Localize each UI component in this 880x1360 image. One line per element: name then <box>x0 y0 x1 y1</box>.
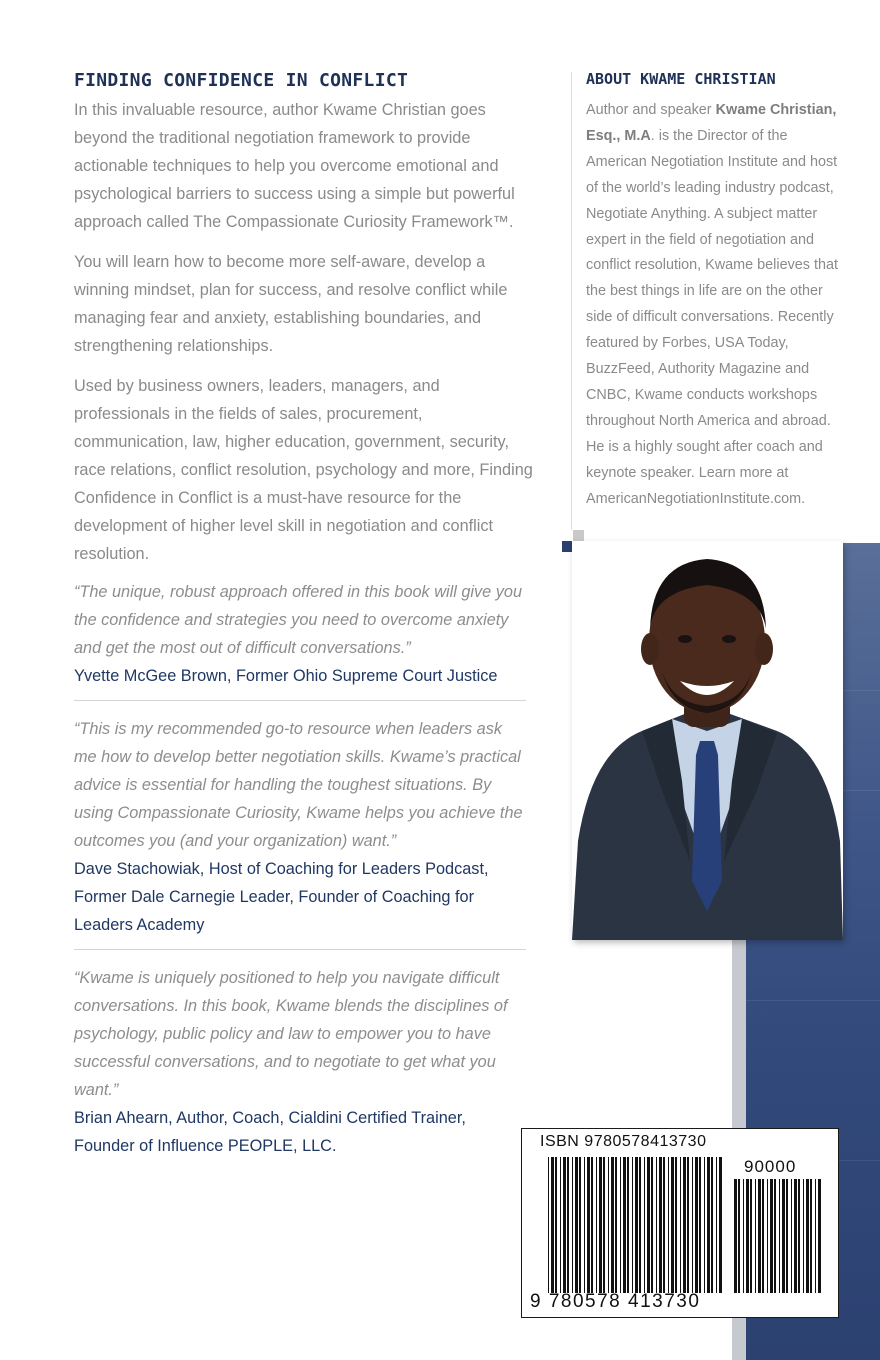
endorsements <box>74 578 526 1184</box>
barcode-bar <box>555 1157 557 1293</box>
barcode-bar <box>683 1157 686 1293</box>
barcode-bar <box>738 1179 740 1293</box>
barcode-bar <box>770 1179 773 1293</box>
barcode-bar <box>699 1157 701 1293</box>
barcode-bar <box>707 1157 710 1293</box>
decorative-square <box>573 530 584 541</box>
barcode-bar <box>750 1179 752 1293</box>
barcode-bar <box>575 1157 578 1293</box>
barcode-bar <box>782 1179 785 1293</box>
barcode-bar <box>743 1179 744 1293</box>
barcode-bar <box>603 1157 605 1293</box>
barcode-bar <box>647 1157 650 1293</box>
barcode-bar <box>627 1157 629 1293</box>
quote-text: “Kwame is uniquely positioned to help you navigate difficult conversations. In this book, Kwame blends the disciplines of psychology, public policy and law to empower you to have successful conversations, and to negotiate to get what you want.” <box>74 969 508 1099</box>
barcode-bar <box>798 1179 800 1293</box>
barcode-bar <box>663 1157 665 1293</box>
barcode-bar <box>551 1157 554 1293</box>
book-description <box>74 96 536 580</box>
barcode-bar <box>572 1157 573 1293</box>
panel-stripe <box>744 1000 880 1001</box>
endorsement-quote <box>74 578 526 701</box>
barcode-bar <box>599 1157 602 1293</box>
endorsement-quote <box>74 715 526 950</box>
barcode-bar <box>786 1179 788 1293</box>
barcode-bar <box>695 1157 698 1293</box>
barcode-bar <box>767 1179 768 1293</box>
column-divider <box>571 72 572 530</box>
barcode-bar <box>734 1179 737 1293</box>
barcode-bar <box>671 1157 674 1293</box>
barcode-bar <box>656 1157 657 1293</box>
barcode-bar <box>794 1179 797 1293</box>
barcode-bar <box>668 1157 669 1293</box>
barcode-bar <box>719 1157 722 1293</box>
author-photo <box>572 541 843 940</box>
barcode-bar <box>587 1157 590 1293</box>
barcode-bar <box>579 1157 581 1293</box>
isbn-label: ISBN 9780578413730 <box>540 1133 707 1150</box>
barcode-bar <box>791 1179 792 1293</box>
about-body: . is the Director of the American Negotiation Institute and host of the world’s leading industry podcast, Negotiate Anything. A subject matter expert in the field of negotiation and conflict resolution, Kwame believes that the best things in life are on the other side of difficult conversations. Recently featured by Forbes, USA Today, BuzzFeed, Authority Magazine and CNBC, Kwame conducts workshops throughout North America and abroad. He is a highly sought after coach and keynote speaker. Learn more at AmericanNegotiationInstitute.com. <box>586 127 838 507</box>
barcode-bar <box>806 1179 809 1293</box>
barcode-bar <box>560 1157 561 1293</box>
barcode-bar <box>746 1179 749 1293</box>
barcode-bar <box>567 1157 569 1293</box>
description-paragraph: You will learn how to become more self-aware, develop a winning mindset, plan for success, and resolve conflict while managing fear and anxiety, establishing boundaries, and strengthening relationships. <box>74 253 508 355</box>
description-paragraph: In this invaluable resource, author Kwame Christian goes beyond the traditional negotiation framework to provide actionable techniques to help you overcome emotional and psychological barriers to success using a simple but powerful approach called The Compassionate Curiosity Framework™. <box>74 101 515 231</box>
about-author-text <box>586 98 848 513</box>
barcode-bar <box>815 1179 816 1293</box>
barcode-bar <box>635 1157 638 1293</box>
barcode-bar <box>611 1157 614 1293</box>
barcode-bar <box>591 1157 593 1293</box>
barcode-bar <box>680 1157 681 1293</box>
barcode-bar <box>644 1157 645 1293</box>
author-name: Kwame Christian, Esq., M.A <box>586 102 837 144</box>
barcode-bar <box>615 1157 617 1293</box>
barcode-bar <box>584 1157 585 1293</box>
barcode-bar <box>639 1157 641 1293</box>
barcode-bar <box>620 1157 621 1293</box>
barcode-bar <box>675 1157 677 1293</box>
book-title-heading: FINDING CONFIDENCE IN CONFLICT <box>74 70 409 91</box>
barcode-bar <box>716 1157 717 1293</box>
barcode-bar <box>711 1157 713 1293</box>
barcode-bar <box>596 1157 597 1293</box>
barcode-bar <box>758 1179 761 1293</box>
barcode-bar <box>810 1179 812 1293</box>
barcode-bar <box>692 1157 693 1293</box>
description-paragraph: Used by business owners, leaders, managers, and professionals in the fields of sales, procurement, communication, law, higher education, government, security, race relations, conflict resolution, psychology and more, Finding Confidence in Conflict is a must-have resource for the development of higher level skill in negotiation and conflict resolution. <box>74 377 533 563</box>
author-portrait-illustration <box>572 541 843 940</box>
barcode-bar <box>803 1179 804 1293</box>
barcode-bar <box>755 1179 756 1293</box>
barcode-bar <box>659 1157 662 1293</box>
isbn-digits: 9 780578 413730 <box>530 1291 701 1312</box>
about-lead: Author and speaker <box>586 102 716 118</box>
barcode-bar <box>818 1179 821 1293</box>
barcode-bar <box>548 1157 549 1293</box>
price-code: 90000 <box>744 1157 797 1176</box>
barcode-bar <box>623 1157 626 1293</box>
quote-attribution: Dave Stachowiak, Host of Coaching for Leaders Podcast, Former Dale Carnegie Leader, Founder of Coaching for Leaders Academy <box>74 860 489 934</box>
barcode-bar <box>608 1157 609 1293</box>
barcode-bar <box>774 1179 776 1293</box>
isbn-barcode <box>521 1128 839 1318</box>
quote-attribution: Brian Ahearn, Author, Coach, Cialdini Certified Trainer, Founder of Influence PEOPLE, LLC. <box>74 1109 466 1155</box>
barcode-bar <box>687 1157 689 1293</box>
about-author-heading: ABOUT KWAME CHRISTIAN <box>586 70 776 88</box>
quote-attribution: Yvette McGee Brown, Former Ohio Supreme Court Justice <box>74 667 498 685</box>
quote-text: “The unique, robust approach offered in this book will give you the confidence and strategies you need to overcome anxiety and get the most out of difficult conversations.” <box>74 583 522 657</box>
barcode-bar <box>632 1157 633 1293</box>
barcode-bar <box>762 1179 764 1293</box>
barcode-bar <box>651 1157 653 1293</box>
barcode-bar <box>704 1157 705 1293</box>
quote-text: “This is my recommended go-to resource when leaders ask me how to develop better negotiation skills. Kwame’s practical advice is essential for handling the toughest situations. By using Compassionate Curiosity, Kwame helps you achieve the outcomes you (and your organization) want.” <box>74 720 523 850</box>
endorsement-quote <box>74 964 526 1170</box>
barcode-bar <box>779 1179 780 1293</box>
barcode-bar <box>563 1157 566 1293</box>
